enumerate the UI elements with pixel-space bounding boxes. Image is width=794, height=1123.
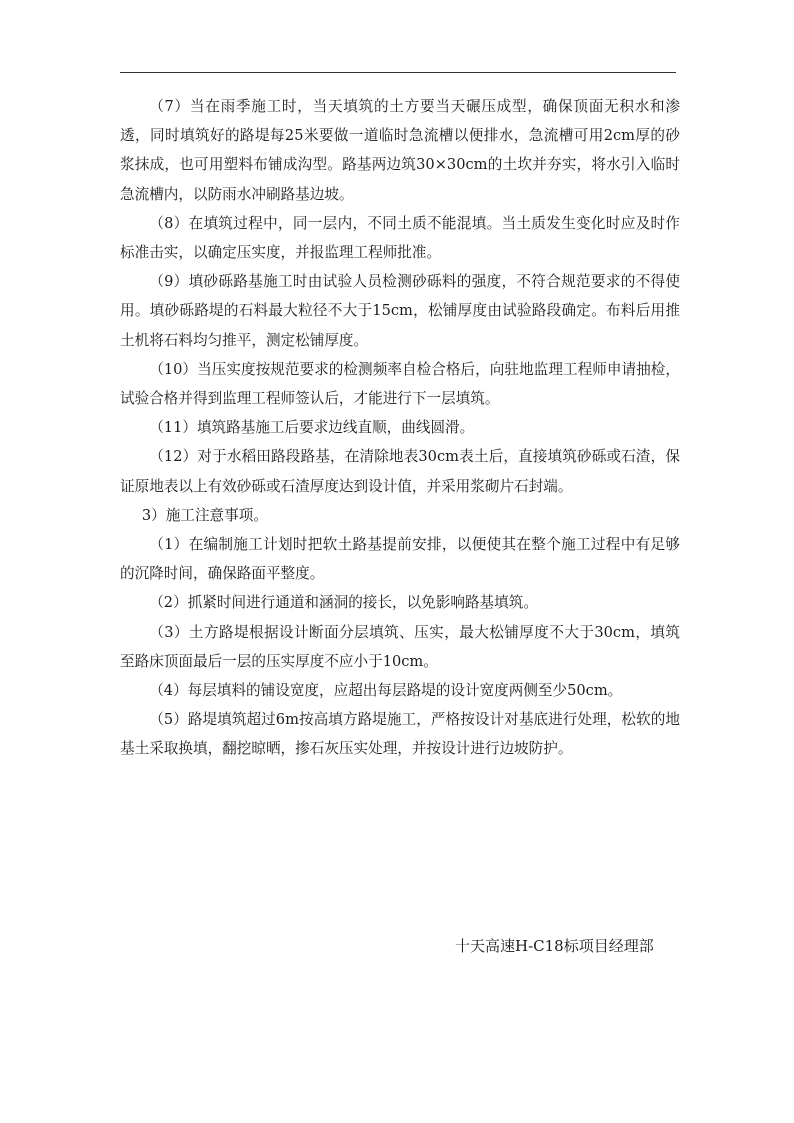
paragraph-10: （10）当压实度按规范要求的检测频率自检合格后，向驻地监理工程师申请抽检，试验合格并得到监理工程师签认后，才能进行下一层填筑。	[120, 360, 680, 408]
paragraph-8: （8）在填筑过程中，同一层内，不同土质不能混填。当土质发生变化时应及时作标准击实，以确定压实度，并报监理工程师批准。	[120, 214, 680, 262]
precaution-3: （3）土方路堤根据设计断面分层填筑、压实，最大松铺厚度不大于30cm，填筑至路床顶面最后一层的压实厚度不应小于10cm。	[120, 623, 680, 670]
document-body	[120, 92, 680, 764]
precaution-2: （2）抓紧时间进行通道和涵洞的接长，以免影响路基填筑。	[149, 594, 538, 612]
paragraph-12: （12）对于水稻田路段路基，在清除地表30cm表土后，直接填筑砂砾或石渣，保证原地表以上有效砂砾或石渣厚度达到设计值，并采用浆砌片石封端。	[120, 448, 680, 495]
precaution-1: （1）在编制施工计划时把软土路基提前安排，以便使其在整个施工过程中有足够的沉降时间，确保路面平整度。	[120, 536, 680, 583]
precaution-5: （5）路堤填筑超过6m按高填方路堤施工，严格按设计对基底进行处理，松软的地基土采取换填，翻挖晾晒，掺石灰压实处理，并按设计进行边坡防护。	[120, 711, 680, 758]
paragraph-11: （11）填筑路基施工后要求边线直顺，曲线圆滑。	[149, 419, 475, 437]
paragraph-9: （9）填砂砾路基施工时由试验人员检测砂砾料的强度，不符合规范要求的不得使用。填砂砾路堤的石料最大粒径不大于15cm，松铺厚度由试验路段确定。布料后用推土机将石料均匀推平，测定松铺厚度。	[120, 273, 680, 349]
section-heading-precautions: 3）施工注意事项。	[141, 506, 268, 524]
paragraph-7: （7）当在雨季施工时，当天填筑的土方要当天碾压成型，确保顶面无积水和渗透，同时填筑好的路堤每25米要做一道临时急流槽以便排水，急流槽可用2cm厚的砂浆抹成，也可用塑料布铺成沟型。路基两边筑30×30cm的土坎并夯实，将水引入临时急流槽内，以防雨水冲刷路基边坡。	[120, 98, 680, 203]
header-rule	[120, 72, 676, 73]
signature: 十天高速H-C18标项目经理部	[455, 937, 654, 955]
precaution-4: （4）每层填料的铺设宽度，应超出每层路堤的设计宽度两侧至少50cm。	[149, 682, 623, 700]
